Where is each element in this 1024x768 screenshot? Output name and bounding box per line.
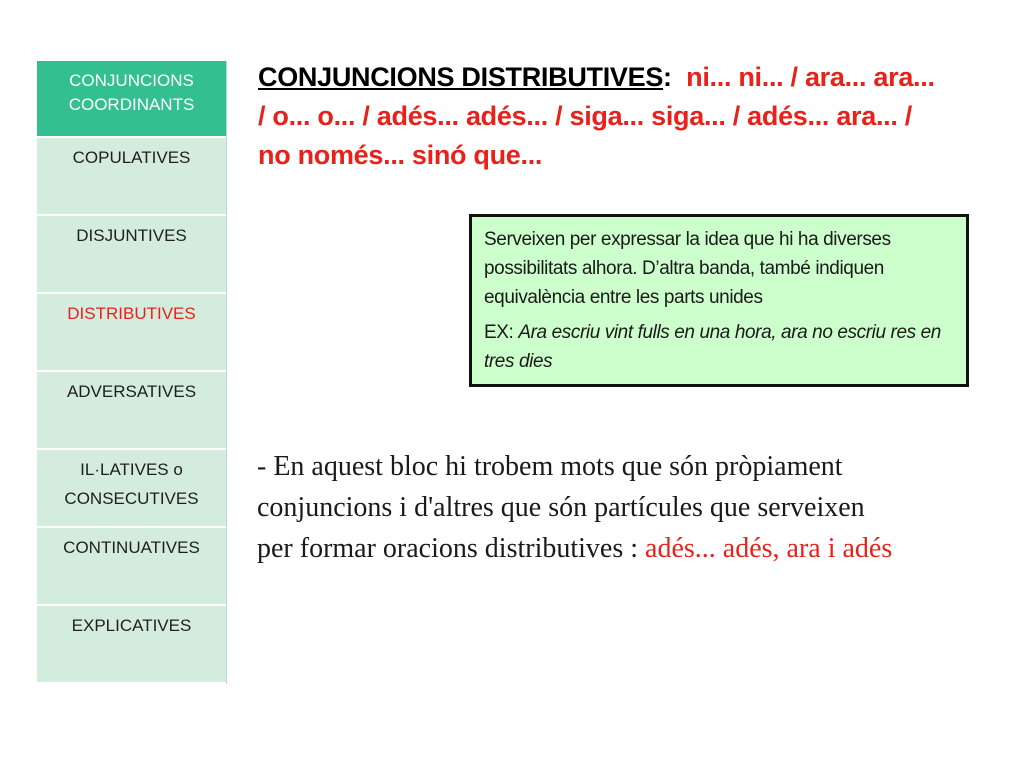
conjunction-menu — [37, 61, 227, 684]
menu-item-adversatives[interactable]: ADVERSATIVES — [37, 372, 226, 450]
menu-item-explicatives[interactable]: EXPLICATIVES — [37, 606, 226, 684]
example-label: EX: — [484, 322, 514, 343]
definition-box — [469, 214, 969, 387]
example-text: Ara escriu vint fulls en una hora, ara no escriu res en tres dies — [484, 322, 941, 372]
title-colon: : — [663, 62, 672, 92]
menu-item-disjuntives[interactable]: DISJUNTIVES — [37, 216, 226, 294]
definition-example — [484, 318, 956, 376]
menu-item-distributives[interactable]: DISTRIBUTIVES — [37, 294, 226, 372]
menu-header[interactable]: CONJUNCIONS COORDINANTS — [37, 61, 226, 138]
menu-item-copulatives[interactable]: COPULATIVES — [37, 138, 226, 216]
body-highlight: adés... adés, ara i adés — [645, 533, 893, 564]
title-lead: CONJUNCIONS DISTRIBUTIVES — [258, 62, 664, 92]
body-paragraph — [257, 446, 907, 569]
menu-item-continuatives[interactable]: CONTINUATIVES — [37, 528, 226, 606]
title-conjunction-list: ni... ni... / ara... ara... / o... o... / adés... adés... / siga... siga... / adés... ara... / no només... sinó que... — [258, 62, 935, 170]
page-title — [258, 58, 938, 175]
body-text: - En aquest bloc hi trobem mots que són pròpiament conjuncions i d'altres que són partícules que serveixen per formar oracions distributives : — [257, 451, 865, 564]
definition-text: Serveixen per expressar la idea que hi ha diverses possibilitats alhora. D’altra banda, també indiquen equivalència entre les parts unides — [484, 229, 891, 308]
menu-item-illatives[interactable]: IL·LATIVES o CONSECUTIVES — [37, 450, 226, 528]
